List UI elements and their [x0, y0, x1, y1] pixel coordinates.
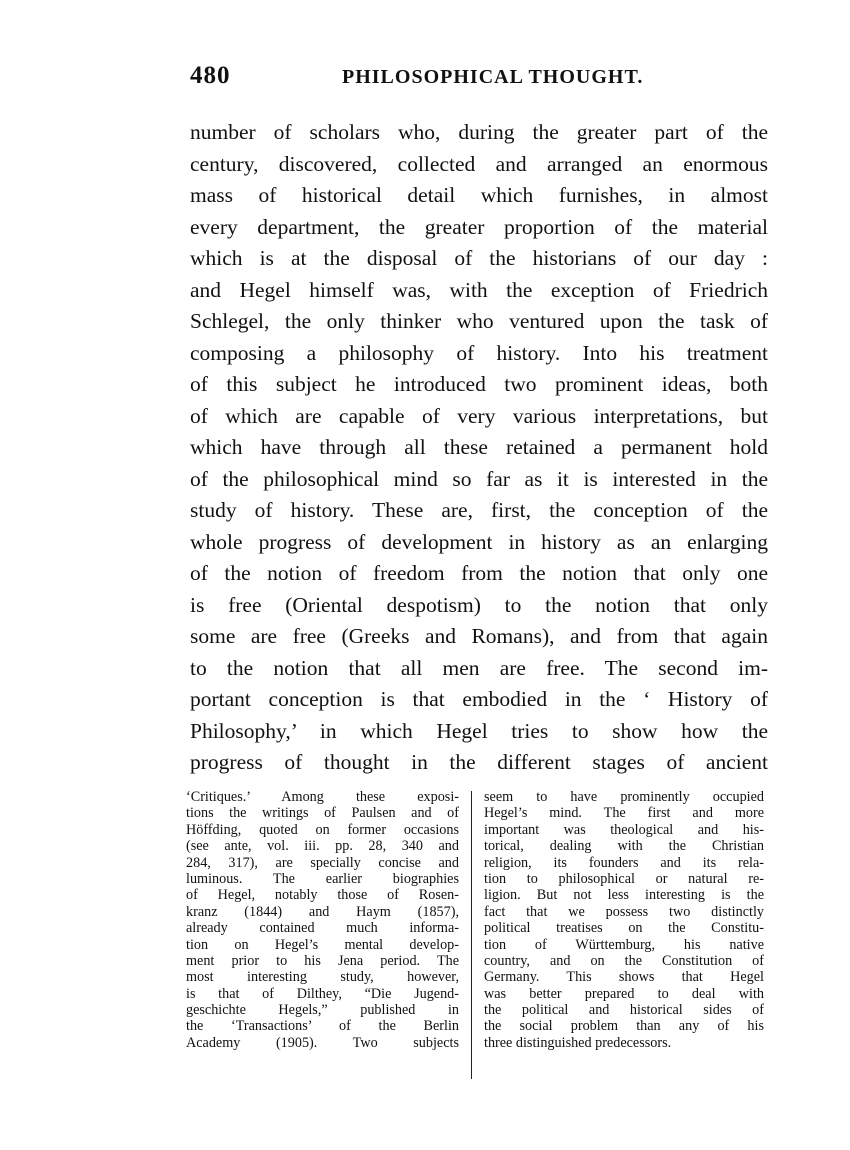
footnote-line: important was theological and his-	[484, 821, 764, 838]
footnote-line: (see ante, vol. iii. pp. 28, 340 and	[186, 838, 459, 855]
footnote-line: seem to have prominently occupied	[484, 789, 764, 805]
footnote-line: Academy (1905). Two subjects	[186, 1034, 459, 1051]
running-header	[190, 62, 768, 92]
body-line: to the notion that all men are free. The second im-	[190, 655, 768, 680]
body-line: some are free (Greeks and Romans), and from that again	[190, 624, 768, 648]
footnote-line: Germany. This shows that Hegel	[484, 969, 764, 986]
footnote-line: fact that we possess two distinctly	[484, 903, 764, 920]
body-line: Philosophy,’ in which Hegel tries to show how the	[190, 718, 768, 743]
body-line: composing a philosophy of history. Into his treatment	[190, 340, 768, 365]
footnote-line: tion on Hegel’s mental develop-	[186, 936, 459, 953]
body-line: of the notion of freedom from the notion that only one	[190, 561, 768, 585]
running-title: PHILOSOPHICAL THOUGHT.	[342, 66, 644, 88]
footnote-line: ligion. But not less interesting is the	[484, 887, 764, 904]
body-line: is free (Oriental despotism) to the notion that only	[190, 592, 768, 617]
body-line: whole progress of development in history as an enlarging	[190, 529, 768, 554]
footnote-line: ment prior to his Jena period. The	[186, 952, 459, 969]
footnote-line: of Hegel, notably those of Rosen-	[186, 887, 459, 904]
footnote-line: tion of Württemburg, his native	[484, 936, 764, 953]
body-line: mass of historical detail which furnishes, in almost	[190, 183, 768, 207]
body-line: study of history. These are, first, the conception of the	[190, 498, 768, 522]
body-line: century, discovered, collected and arranged an enormous	[190, 151, 768, 176]
footnote-line: the ‘Transactions’ of the Berlin	[186, 1018, 459, 1035]
footnote-line: 284, 317), are specially concise and	[186, 854, 459, 871]
body-line: which is at the disposal of the historians of our day :	[190, 246, 768, 270]
body-line: of which are capable of very various interpretations, but	[190, 403, 768, 428]
footnote-line: torical, dealing with the Christian	[484, 838, 764, 855]
footnotes	[186, 789, 768, 1084]
footnote-line: luminous. The earlier biographies	[186, 870, 459, 887]
footnote-line: religion, its founders and its rela-	[484, 854, 764, 871]
footnote-line: was better prepared to deal with	[484, 985, 764, 1002]
footnote-line: tions the writings of Paulsen and of	[186, 805, 459, 822]
body-line: portant conception is that embodied in the ‘ History of	[190, 687, 768, 711]
page-number: 480	[190, 62, 231, 89]
footnote-line: Hegel’s mind. The first and more	[484, 805, 764, 822]
body-text	[190, 117, 768, 779]
body-line: of the philosophical mind so far as it is interested in the	[190, 466, 768, 491]
footnote-line: political treatises on the Constitu-	[484, 920, 764, 937]
footnote-line: tion to philosophical or natural re-	[484, 870, 764, 887]
footnote-line: the social problem than any of his	[484, 1018, 764, 1035]
footnote-right-column	[484, 789, 764, 1051]
column-divider	[471, 791, 472, 1079]
footnote-line: country, and on the Constitution of	[484, 952, 764, 969]
body-line: of this subject he introduced two prominent ideas, both	[190, 372, 768, 396]
body-line: number of scholars who, during the greater part of the	[190, 120, 768, 144]
footnote-line: most interesting study, however,	[186, 969, 459, 986]
footnote-left-column	[186, 789, 459, 1051]
footnote-line: geschichte Hegels,” published in	[186, 1002, 459, 1019]
body-line: progress of thought in the different stages of ancient	[190, 750, 768, 774]
footnote-line: three distinguished predecessors.	[484, 1034, 672, 1051]
footnote-line: the political and historical sides of	[484, 1002, 764, 1019]
footnote-line: is that of Dilthey, “Die Jugend-	[186, 985, 459, 1002]
footnote-line: already contained much informa-	[186, 920, 459, 937]
body-line: and Hegel himself was, with the exception of Friedrich	[190, 277, 768, 302]
footnote-line: ‘Critiques.’ Among these exposi-	[186, 789, 459, 805]
footnote-line: Höffding, quoted on former occasions	[186, 821, 459, 838]
body-line: Schlegel, the only thinker who ventured upon the task of	[190, 309, 768, 333]
body-line: every department, the greater proportion of the material	[190, 214, 768, 239]
footnote-line: kranz (1844) and Haym (1857),	[186, 903, 459, 920]
body-line: which have through all these retained a permanent hold	[190, 435, 768, 459]
